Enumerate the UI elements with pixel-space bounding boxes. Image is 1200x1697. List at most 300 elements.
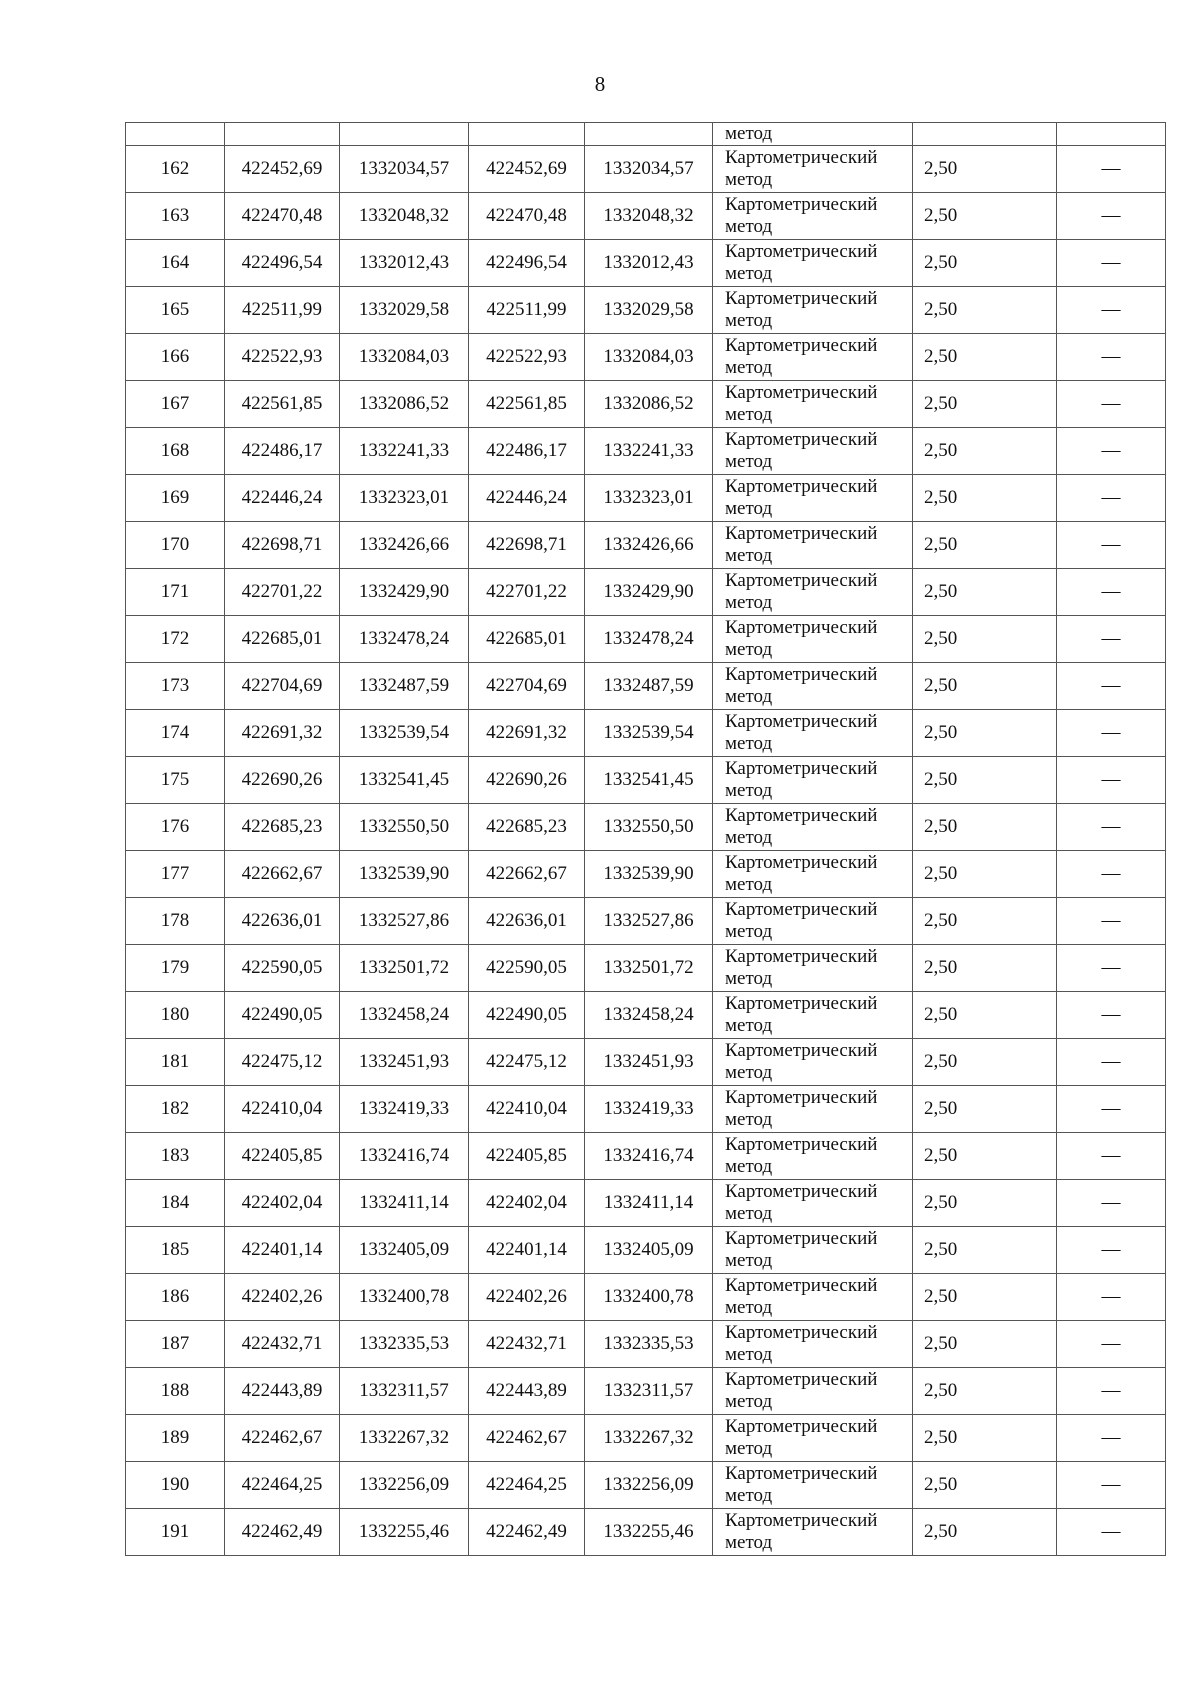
x-coordinate-cell: 422402,04 [225,1180,340,1227]
description-cell: — [1057,569,1166,616]
method-line-2: метод [725,827,773,848]
y-coordinate-new-cell: 1332048,32 [585,193,713,240]
y-coordinate-new-cell: 1332084,03 [585,334,713,381]
table-row [126,1086,1166,1133]
method-cell [713,710,913,757]
method-cell [713,1180,913,1227]
description-cell: — [1057,1039,1166,1086]
method-cell [713,1086,913,1133]
table-row [126,898,1166,945]
accuracy-cell: 2,50 [913,381,1057,428]
accuracy-cell: 2,50 [913,616,1057,663]
x-coordinate-new-cell: 422432,71 [469,1321,585,1368]
y-coordinate-cell: 1332487,59 [340,663,469,710]
point-number-cell: 179 [126,945,225,992]
x-coordinate-new-cell: 422405,85 [469,1133,585,1180]
accuracy-cell: 2,50 [913,1509,1057,1556]
y-coordinate-cell: 1332267,32 [340,1415,469,1462]
x-coordinate-new-cell: 422690,26 [469,757,585,804]
method-line-1: Картометрический [725,664,878,685]
method-line-2: метод [725,1532,773,1553]
x-coordinate-new-cell: 422511,99 [469,287,585,334]
x-coordinate-cell: 422496,54 [225,240,340,287]
method-cell [713,757,913,804]
method-cell [713,1509,913,1556]
y-coordinate-cell: 1332400,78 [340,1274,469,1321]
point-number-cell: 170 [126,522,225,569]
method-cell [713,945,913,992]
x-coordinate-cell: 422446,24 [225,475,340,522]
page-number: 8 [594,72,606,96]
point-number-cell: 185 [126,1227,225,1274]
y-coordinate-new-cell: 1332012,43 [585,240,713,287]
method-line-2: метод [725,263,773,284]
x-coordinate-new-cell: 422590,05 [469,945,585,992]
table-row [126,1274,1166,1321]
y-coordinate-new-cell: 1332539,90 [585,851,713,898]
point-number-cell: 174 [126,710,225,757]
accuracy-cell: 2,50 [913,1321,1057,1368]
x-coordinate-cell: 422402,26 [225,1274,340,1321]
point-number-cell: 177 [126,851,225,898]
method-line-1: Картометрический [725,476,878,497]
x-coordinate-cell: 422470,48 [225,193,340,240]
accuracy-cell: 2,50 [913,1415,1057,1462]
method-line-2: метод [725,1438,773,1459]
table-row [126,851,1166,898]
method-cell [713,522,913,569]
y-coordinate-cell: 1332501,72 [340,945,469,992]
coordinates-table-body [126,123,1166,1556]
x-coordinate-new-cell: 422691,32 [469,710,585,757]
coordinates-table [125,122,1166,1556]
method-line-2: метод [725,1485,773,1506]
x-coordinate-new-cell: 422446,24 [469,475,585,522]
y-coordinate-new-cell: 1332527,86 [585,898,713,945]
method-line-2: метод [725,874,773,895]
description-cell: — [1057,287,1166,334]
accuracy-cell: 2,50 [913,1274,1057,1321]
method-line-2: метод [725,921,773,942]
x-coordinate-cell: 422662,67 [225,851,340,898]
y-coordinate-cell: 1332478,24 [340,616,469,663]
accuracy-cell: 2,50 [913,1368,1057,1415]
y-coordinate-new-cell: 1332419,33 [585,1086,713,1133]
y-coordinate-cell: 1332426,66 [340,522,469,569]
x-coordinate-new-cell: 422561,85 [469,381,585,428]
method-line-2: метод [725,592,773,613]
x-coordinate-new-cell: 422685,01 [469,616,585,663]
method-cell [713,1133,913,1180]
method-line-1: Картометрический [725,993,878,1014]
y-coordinate-cell: 1332084,03 [340,334,469,381]
method-cell [713,334,913,381]
method-line-1: Картометрический [725,335,878,356]
x-coordinate-cell: 422486,17 [225,428,340,475]
accuracy-cell: 2,50 [913,1462,1057,1509]
description-cell: — [1057,992,1166,1039]
accuracy-cell: 2,50 [913,804,1057,851]
description-cell: — [1057,1462,1166,1509]
description-cell: — [1057,381,1166,428]
y-coordinate-cell: 1332541,45 [340,757,469,804]
accuracy-cell: 2,50 [913,334,1057,381]
method-line-1: Картометрический [725,805,878,826]
point-number-cell: 175 [126,757,225,804]
x-coordinate-cell: 422691,32 [225,710,340,757]
table-row [126,1462,1166,1509]
accuracy-cell: 2,50 [913,851,1057,898]
cell-empty [225,123,340,146]
method-cell [713,804,913,851]
method-cell [713,851,913,898]
x-coordinate-cell: 422462,67 [225,1415,340,1462]
method-line-1: Картометрический [725,1275,878,1296]
x-coordinate-cell: 422561,85 [225,381,340,428]
method-cell [713,1321,913,1368]
y-coordinate-new-cell: 1332405,09 [585,1227,713,1274]
table-row [126,945,1166,992]
x-coordinate-cell: 422432,71 [225,1321,340,1368]
method-line-1: Картометрический [725,523,878,544]
accuracy-cell: 2,50 [913,663,1057,710]
continuation-row [126,123,1166,146]
table-row [126,1180,1166,1227]
description-cell: — [1057,240,1166,287]
y-coordinate-new-cell: 1332267,32 [585,1415,713,1462]
table-row [126,1368,1166,1415]
method-cell [713,240,913,287]
method-line-2: метод [725,451,773,472]
y-coordinate-new-cell: 1332451,93 [585,1039,713,1086]
description-cell: — [1057,663,1166,710]
y-coordinate-new-cell: 1332539,54 [585,710,713,757]
x-coordinate-new-cell: 422443,89 [469,1368,585,1415]
method-line-2: метод [725,1109,773,1130]
method-line-2: метод [725,1062,773,1083]
y-coordinate-cell: 1332458,24 [340,992,469,1039]
y-coordinate-cell: 1332256,09 [340,1462,469,1509]
table-row [126,287,1166,334]
x-coordinate-cell: 422443,89 [225,1368,340,1415]
x-coordinate-new-cell: 422402,26 [469,1274,585,1321]
x-coordinate-new-cell: 422685,23 [469,804,585,851]
table-row [126,1227,1166,1274]
y-coordinate-cell: 1332411,14 [340,1180,469,1227]
y-coordinate-new-cell: 1332241,33 [585,428,713,475]
method-line-1: Картометрический [725,899,878,920]
y-coordinate-new-cell: 1332416,74 [585,1133,713,1180]
accuracy-cell: 2,50 [913,240,1057,287]
point-number-cell: 163 [126,193,225,240]
method-line-1: Картометрический [725,1134,878,1155]
method-line-1: Картометрический [725,570,878,591]
method-cell [713,898,913,945]
table-row [126,1133,1166,1180]
description-cell: — [1057,1368,1166,1415]
method-cell [713,1462,913,1509]
point-number-cell: 190 [126,1462,225,1509]
table-row [126,193,1166,240]
y-coordinate-new-cell: 1332429,90 [585,569,713,616]
point-number-cell: 183 [126,1133,225,1180]
x-coordinate-new-cell: 422462,67 [469,1415,585,1462]
method-line-2: метод [725,1344,773,1365]
method-line-2: метод [725,498,773,519]
x-coordinate-new-cell: 422470,48 [469,193,585,240]
y-coordinate-cell: 1332451,93 [340,1039,469,1086]
method-line-1: Картометрический [725,1510,878,1531]
table-row [126,616,1166,663]
y-coordinate-cell: 1332255,46 [340,1509,469,1556]
point-number-cell: 184 [126,1180,225,1227]
table-row [126,146,1166,193]
point-number-cell: 186 [126,1274,225,1321]
accuracy-cell: 2,50 [913,1180,1057,1227]
description-cell: — [1057,1180,1166,1227]
method-line-2: метод [725,545,773,566]
description-cell: — [1057,522,1166,569]
method-line-1: Картометрический [725,429,878,450]
method-line-2: метод [725,404,773,425]
accuracy-cell: 2,50 [913,193,1057,240]
point-number-cell: 187 [126,1321,225,1368]
x-coordinate-cell: 422405,85 [225,1133,340,1180]
y-coordinate-cell: 1332405,09 [340,1227,469,1274]
x-coordinate-new-cell: 422704,69 [469,663,585,710]
y-coordinate-new-cell: 1332541,45 [585,757,713,804]
method-cell [713,569,913,616]
accuracy-cell: 2,50 [913,146,1057,193]
accuracy-cell: 2,50 [913,1227,1057,1274]
cell-empty [585,123,713,146]
point-number-cell: 189 [126,1415,225,1462]
method-cell [713,146,913,193]
accuracy-cell: 2,50 [913,428,1057,475]
method-continuation-cell: метод [713,123,913,146]
method-line-2: метод [725,780,773,801]
description-cell: — [1057,851,1166,898]
y-coordinate-cell: 1332086,52 [340,381,469,428]
point-number-cell: 165 [126,287,225,334]
y-coordinate-new-cell: 1332086,52 [585,381,713,428]
method-line-2: метод [725,357,773,378]
method-cell [713,992,913,1039]
point-number-cell: 178 [126,898,225,945]
point-number-cell: 167 [126,381,225,428]
method-line-2: метод [725,686,773,707]
description-cell: — [1057,193,1166,240]
method-line-1: Картометрический [725,711,878,732]
x-coordinate-new-cell: 422410,04 [469,1086,585,1133]
table-row [126,334,1166,381]
y-coordinate-cell: 1332416,74 [340,1133,469,1180]
x-coordinate-new-cell: 422490,05 [469,992,585,1039]
x-coordinate-new-cell: 422452,69 [469,146,585,193]
method-cell [713,1368,913,1415]
y-coordinate-cell: 1332539,54 [340,710,469,757]
description-cell: — [1057,1321,1166,1368]
accuracy-cell: 2,50 [913,1133,1057,1180]
x-coordinate-new-cell: 422636,01 [469,898,585,945]
y-coordinate-new-cell: 1332323,01 [585,475,713,522]
y-coordinate-cell: 1332419,33 [340,1086,469,1133]
description-cell: — [1057,757,1166,804]
y-coordinate-new-cell: 1332458,24 [585,992,713,1039]
method-line-1: Картометрический [725,1040,878,1061]
method-line-1: Картометрический [725,194,878,215]
method-line-1: Картометрический [725,1322,878,1343]
method-line-1: Картометрический [725,852,878,873]
table-row [126,522,1166,569]
method-line-2: метод [725,968,773,989]
method-line-2: метод [725,1297,773,1318]
method-line-2: метод [725,1250,773,1271]
method-cell [713,475,913,522]
x-coordinate-new-cell: 422522,93 [469,334,585,381]
accuracy-cell: 2,50 [913,475,1057,522]
method-line-1: Картометрический [725,288,878,309]
point-number-cell: 164 [126,240,225,287]
table-row [126,1039,1166,1086]
y-coordinate-new-cell: 1332029,58 [585,287,713,334]
x-coordinate-cell: 422475,12 [225,1039,340,1086]
accuracy-cell: 2,50 [913,1086,1057,1133]
table-row [126,1415,1166,1462]
x-coordinate-new-cell: 422662,67 [469,851,585,898]
method-line-1: Картометрический [725,382,878,403]
table-row [126,757,1166,804]
x-coordinate-cell: 422490,05 [225,992,340,1039]
x-coordinate-cell: 422401,14 [225,1227,340,1274]
accuracy-cell: 2,50 [913,710,1057,757]
y-coordinate-cell: 1332311,57 [340,1368,469,1415]
method-cell [713,428,913,475]
point-number-cell: 182 [126,1086,225,1133]
method-line-2: метод [725,733,773,754]
y-coordinate-cell: 1332527,86 [340,898,469,945]
y-coordinate-new-cell: 1332426,66 [585,522,713,569]
x-coordinate-cell: 422701,22 [225,569,340,616]
cell-empty [126,123,225,146]
y-coordinate-cell: 1332029,58 [340,287,469,334]
method-cell [713,616,913,663]
method-cell [713,381,913,428]
point-number-cell: 171 [126,569,225,616]
description-cell: — [1057,1133,1166,1180]
method-cell [713,663,913,710]
method-line-2: метод [725,216,773,237]
accuracy-cell: 2,50 [913,1039,1057,1086]
description-cell: — [1057,945,1166,992]
method-cell [713,1227,913,1274]
y-coordinate-cell: 1332550,50 [340,804,469,851]
point-number-cell: 180 [126,992,225,1039]
x-coordinate-cell: 422410,04 [225,1086,340,1133]
point-number-cell: 173 [126,663,225,710]
method-line-1: Картометрический [725,758,878,779]
x-coordinate-cell: 422685,23 [225,804,340,851]
method-line-2: метод [725,310,773,331]
accuracy-cell: 2,50 [913,569,1057,616]
description-cell: — [1057,1086,1166,1133]
method-line-1: Картометрический [725,1416,878,1437]
table-row [126,663,1166,710]
x-coordinate-new-cell: 422698,71 [469,522,585,569]
x-coordinate-new-cell: 422701,22 [469,569,585,616]
method-line-1: Картометрический [725,241,878,262]
method-line-1: Картометрический [725,1228,878,1249]
y-coordinate-new-cell: 1332256,09 [585,1462,713,1509]
x-coordinate-new-cell: 422475,12 [469,1039,585,1086]
y-coordinate-cell: 1332048,32 [340,193,469,240]
x-coordinate-new-cell: 422464,25 [469,1462,585,1509]
description-cell: — [1057,146,1166,193]
x-coordinate-cell: 422690,26 [225,757,340,804]
y-coordinate-new-cell: 1332411,14 [585,1180,713,1227]
x-coordinate-cell: 422590,05 [225,945,340,992]
description-cell: — [1057,804,1166,851]
y-coordinate-new-cell: 1332400,78 [585,1274,713,1321]
accuracy-cell: 2,50 [913,287,1057,334]
cell-empty [1057,123,1166,146]
point-number-cell: 172 [126,616,225,663]
x-coordinate-new-cell: 422486,17 [469,428,585,475]
method-line-2: метод [725,169,773,190]
point-number-cell: 166 [126,334,225,381]
cell-empty [469,123,585,146]
description-cell: — [1057,428,1166,475]
x-coordinate-cell: 422511,99 [225,287,340,334]
method-line-2: метод [725,639,773,660]
table-row [126,804,1166,851]
method-cell [713,1415,913,1462]
x-coordinate-new-cell: 422401,14 [469,1227,585,1274]
x-coordinate-cell: 422452,69 [225,146,340,193]
point-number-cell: 168 [126,428,225,475]
y-coordinate-cell: 1332034,57 [340,146,469,193]
y-coordinate-new-cell: 1332255,46 [585,1509,713,1556]
description-cell: — [1057,1227,1166,1274]
accuracy-cell: 2,50 [913,945,1057,992]
method-line-1: Картометрический [725,1369,878,1390]
accuracy-cell: 2,50 [913,898,1057,945]
x-coordinate-cell: 422522,93 [225,334,340,381]
table-row [126,710,1166,757]
x-coordinate-cell: 422685,01 [225,616,340,663]
cell-empty [913,123,1057,146]
y-coordinate-cell: 1332323,01 [340,475,469,522]
accuracy-cell: 2,50 [913,522,1057,569]
method-line-1: Картометрический [725,1181,878,1202]
x-coordinate-cell: 422698,71 [225,522,340,569]
point-number-cell: 169 [126,475,225,522]
description-cell: — [1057,1415,1166,1462]
y-coordinate-new-cell: 1332487,59 [585,663,713,710]
description-cell: — [1057,616,1166,663]
method-line-1: Картометрический [725,617,878,638]
y-coordinate-cell: 1332539,90 [340,851,469,898]
point-number-cell: 181 [126,1039,225,1086]
y-coordinate-cell: 1332012,43 [340,240,469,287]
table-row [126,992,1166,1039]
point-number-cell: 162 [126,146,225,193]
method-line-1: Картометрический [725,946,878,967]
method-cell [713,1039,913,1086]
method-line-2: метод [725,1391,773,1412]
table-row [126,475,1166,522]
y-coordinate-new-cell: 1332311,57 [585,1368,713,1415]
